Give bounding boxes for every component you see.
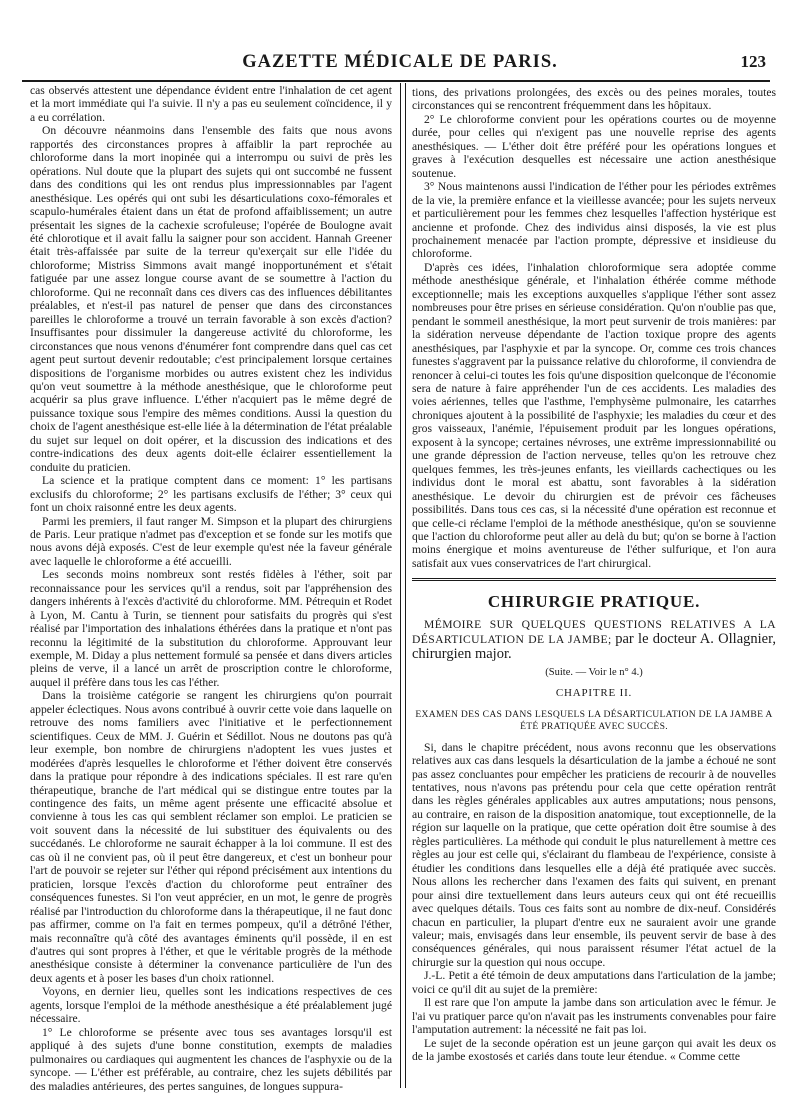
paragraph: On découvre néanmoins dans l'ensemble des faits que nous avons rapportés des circonstances propres à affaiblir la part reprochée au chloroforme dans la mort inopinée qui a interrompu ou suivi de près les opérations. Nul doute que la plupart des sujets qui ont succombé ne fussent dans des conditions qui les ont rendus plus impressionnables par l'agent anesthésique. Les opérés qui ont subi les désarticulations coxo-fémorales et scapulo-humérales étaient dans un état de profond affaiblissement; un autre présentait les signes de la cachexie scrofuleuse; l'opérée de Boulogne avait été chlorotique et il avait fallu la saigner pour son accident. Hannah Greener était très-affaissée par suite de la terreur qu'exerçait sur elle l'idée du chloroforme; Mistriss Simmons avait mangé inopportunément et s'était fatiguée par une assez longue course avant de se soumettre à l'action du chloroforme. Qui ne reconnaît dans ces divers cas des influences débilitantes préalables, et n'est-il pas naturel de penser que dans des circonstances pareilles le chloroforme a trouvé un terrain favorable à son excès d'action? Insuffisantes pour dissimuler la dangereuse activité du chloroforme, les circonstances que nous venons d'énumérer font comprendre dans quel cas cet agent peut surtout devenir redoutable; c'est principalement lorsque certaines dispositions de l'organisme morbides ou autres existent chez les individus qu'on veut soumettre à la méthode anesthésique, que le chloroforme peut acquérir sa plus grave influence. L'éther n'acquiert pas le même degré de puissance toxique sous l'empire des mêmes conditions. Aussi la question du choix de l'agent anesthésique est-elle liée à la détermination de l'état préalable du sujet sur lequel on doit opérer, et la discussion des indications et des contre-indications des deux agents doit-elle éclairer essentiellement la conduite du praticien.	[30, 124, 392, 474]
memoir-author: par le docteur A. Ollagnier, chirurgien major.	[412, 630, 776, 662]
page-number: 123	[740, 52, 766, 71]
paragraph: tions, des privations prolongées, des excès ou des peines morales, toutes circonstances qui se rencontrent fréquemment dans les hôpitaux.	[412, 86, 776, 113]
continuation-note: (Suite. — Voir le n° 4.)	[545, 666, 643, 678]
paragraph: D'après ces idées, l'inhalation chloroformique sera adoptée comme méthode anesthésique générale, et l'inhalation éthérée comme méthode exceptionnelle; mais les exceptions auxquelles s'applique l'éther sont assez nombreuses pour être prises en sérieuse considération. Qu'on n'oublie pas que, pendant le sommeil anesthésique, la mort peut survenir de trois manières: par la sidération nerveuse dépendante de l'action toxique propre des agents anesthésiques, par l'asphyxie et par la syncope. Or, comme ces trois chances funestes s'aggravent par la puissance relative du chloroforme, il conviendra de renoncer à celui-ci toutes les fois qu'une disposition quelconque de l'économie sera de nature à faire appréhender l'un de ces accidents. Les maladies des voies aériennes, telles que l'asthme, l'emphysème pulmonaire, les catarrhes chroniques ajoutent à la possibilité de l'asphyxie; les maladies du cœur et des gros vaisseaux, l'anémie, l'épuisement produit par les longues opérations, exposent à la syncope; certaines névroses, une extrême impressionnabilité ou une grande dépression de l'action nerveuse, telles qu'on les retrouve chez quelques femmes, les très-jeunes enfants, les vieillards cachectiques ou les individus dont le moral est abattu, sont favorables à la sidération anesthésique. Le devoir du chirurgien est de prévoir ces fâcheuses possibilités. Dans tous ces cas, si la nécessité d'une opération est reconnue et que celle-ci réclame l'emploi de la méthode anesthésique, qu'on se souvienne que l'action du chloroforme peut aller au delà du but; qu'on se borne à l'action moins énergique et moins aventureuse de l'éther sulfurique, et l'on aura satisfait aux vues conservatrices de l'art chirurgical.	[412, 260, 776, 570]
paragraph: Si, dans le chapitre précédent, nous avons reconnu que les observations relatives aux cas dans lesquels la désarticulation de la jambe a échoué ne sont pas assez concluantes pour empêcher les praticiens de recourir à de nouvelles tentatives, nous n'avons pas prétendu pour cela que cette opération rentrât dans les règles générales applicables aux autres amputations; nous pensons, au contraire, en raison de la disposition anatomique, tout exceptionnelle, de la région sur laquelle on la pratique, que cette opération doit être soumise à des règles particulières. La méthode qui conduit le plus naturellement à mettre ces règles au jour est celle qui, s'éclairant du flambeau de l'expérience, consiste à étudier les conditions dans lesquelles elle a déjà été pratiquée avec succès. Nous allons les rechercher dans l'examen des faits qui suivent, en prenant pour ainsi dire textuellement dans leurs auteurs ceux qui ont été recueillis avec quelques détails. Tous ces faits sont au nombre de dix-neuf. Considérés chacun en particulier, la plupart d'entre eux ne sauraient avoir une grande valeur; mais, envisagés dans leur ensemble, ils peuvent servir de base à des conséquences générales, qui nous paraissent résumer l'état actuel de la chirurgie sur la question qui nous occupe.	[412, 740, 776, 969]
journal-title: GAZETTE MÉDICALE DE PARIS.	[242, 52, 558, 72]
chapter-heading: CHAPITRE II.	[555, 687, 633, 700]
paragraph: La science et la pratique comptent dans ce moment: 1° les partisans exclusifs du chloroforme; 2° les partisans exclusifs de l'éther; 3° ceux qui font un choix raisonné entre les deux agents.	[30, 474, 392, 515]
paragraph: 2° Le chloroforme convient pour les opérations courtes ou de moyenne durée, pour celles qui n'exigent pas une nouvelle reprise des agents anesthésiques. — L'éther doit être préféré pour les opérations longues et graves à l'exécution desquelles est nécessaire une action anesthésique soutenue.	[412, 112, 776, 180]
paragraph: 1° Le chloroforme se présente avec tous ses avantages lorsqu'il est appliqué à des sujets d'une bonne constitution, exempts de maladies pulmonaires ou cardiaques qui augmentent les chances de l'asphyxie ou de la syncope. — L'éther est préférable, au contraire, chez les sujets débilités par des maladies antérieures, des pertes sanguines, de longues suppura-	[30, 1025, 392, 1093]
paragraph: 3° Nous maintenons aussi l'indication de l'éther pour les périodes extrêmes de la vie, la première enfance et la vieillesse avancée; pour les sujets nerveux et particulièrement pour les femmes chez lesquelles l'affection hystérique est ancienne et profonde. Chez des individus ainsi disposés, la vie est plus prochainement menacée par l'action prompte, dépressive et insidieuse du chloroforme.	[412, 180, 776, 261]
section-divider	[412, 578, 776, 583]
paragraph: Voyons, en dernier lieu, quelles sont les indications respectives de ces agents, lorsque l'emploi de la méthode anesthésique a été préalablement jugé nécessaire.	[30, 985, 392, 1026]
memoir-heading	[412, 617, 776, 662]
column-separator	[400, 83, 406, 1088]
chapter-subtitle: EXAMEN DES CAS DANS LESQUELS LA DÉSARTICULATION DE LA JAMBE A ÉTÉ PRATIQUÉE AVEC SUCCÈS.	[415, 708, 773, 732]
paragraph: J.-L. Petit a été témoin de deux amputations dans l'articulation de la jambe; voici ce qu'il dit au sujet de la première:	[412, 969, 776, 996]
paragraph: Dans la troisième catégorie se rangent les chirurgiens qu'on pourrait appeler éclectiques. Nous avons contribué à ouvrir cette voie dans laquelle on retrouve des noms familiers avec l'initiative et le perfectionnement scientifiques. Ceux de MM. J. Guérin et Sédillot. Nous ne doutons pas qu'à leur exemple, bon nombre de chirurgiens n'adoptent les vues justes et modérées d'après lesquelles le chloroforme et l'éther doivent être conservés dans la pratique pour répondre à des indications spéciales. Il est rare qu'en thérapeutique, branche de l'art médical qui se distingue entre toutes par la contingence des faits, un même agent présente une efficacité absolue et convienne à tous les cas qui semblent réclamer son emploi. Le praticien se voit souvent dans la nécessité de lui substituer des équivalents ou des succédanés. Le chloroforme ne saurait échapper à la loi commune. Il est des cas où il ne convient pas, où il peut être dangereux, et c'est un bonheur pour l'art de pouvoir se rejeter sur l'éther qui répond précisément aux intentions du praticien, lorsque l'excès d'action du chloroforme peut entraîner des conséquences funestes. Si l'on veut apprécier, en un mot, le genre de progrès réalisé par l'introduction du chloroforme dans la thérapeutique, il ne faut donc pas affirmer, comme on l'a fait en termes pompeux, qu'il a détrôné l'éther, mais reconnaître qu'à côté des avantages éminents qu'il possède, il en est d'autres qui sont propres à l'éther, et que le véritable progrès de la méthode anesthésique consiste à déterminer la convenance particulière de l'un des deux agents et à poser les bases d'un choix rationnel.	[30, 689, 392, 985]
paragraph: cas observés attestent une dépendance évident entre l'inhalation de cet agent et la mort immédiate qui l'a suivie. Il n'y a pas eu seulement coïncidence, il y a eu corrélation.	[30, 84, 392, 124]
memoir-title: MÉMOIRE SUR QUELQUES QUESTIONS RELATIVES A LA DÉSARTICULATION DE LA JAMBE;	[412, 617, 776, 646]
left-column	[30, 84, 392, 1093]
paragraph: Les seconds moins nombreux sont restés fidèles à l'éther, soit par reconnaissance pour les services qu'il a rendus, soit par l'appréhension des dangers inhérents à l'excès d'activité du chloroforme. MM. Pétrequin et Rodet à Lyon, M. Cantu à Turin, se tiennent pour satisfaits du progrès qui s'est réalisé par l'importation des inhalations éthérées dans la pratique et n'ont pas reconnu la légitimité de la substitution du chloroforme. Approuvant leur exemple, M. Diday a plus nettement formulé sa pensée et dans divers articles pleins de verve, il a lancé un arrêt de proscription contre le chloroforme, auquel il préfère dans tous les cas l'éther.	[30, 568, 392, 689]
section-title: CHIRURGIE PRATIQUE.	[487, 592, 701, 612]
paragraph: Le sujet de la seconde opération est un jeune garçon qui avait les deux os de la jambe exostosés et cariés dans toute leur étendue. « Comme cette	[412, 1036, 776, 1064]
page-header	[22, 52, 778, 78]
paragraph: Parmi les premiers, il faut ranger M. Simpson et la plupart des chirurgiens de Paris. Leur pratique n'admet pas d'exception et se fonde sur les motifs que nous avons déjà exposés. C'est de leur exemple qu'est née la faveur générale avec laquelle le chloroforme a été accueilli.	[30, 514, 392, 568]
right-column	[412, 86, 776, 1064]
paragraph: Il est rare que l'on ampute la jambe dans son articulation avec le fémur. Je l'ai vu pratiquer parce qu'on n'avait pas les instruments convenables pour faire l'amputation autrement: la nécessité ne fait pas loi.	[412, 996, 776, 1037]
header-rule	[22, 80, 770, 82]
